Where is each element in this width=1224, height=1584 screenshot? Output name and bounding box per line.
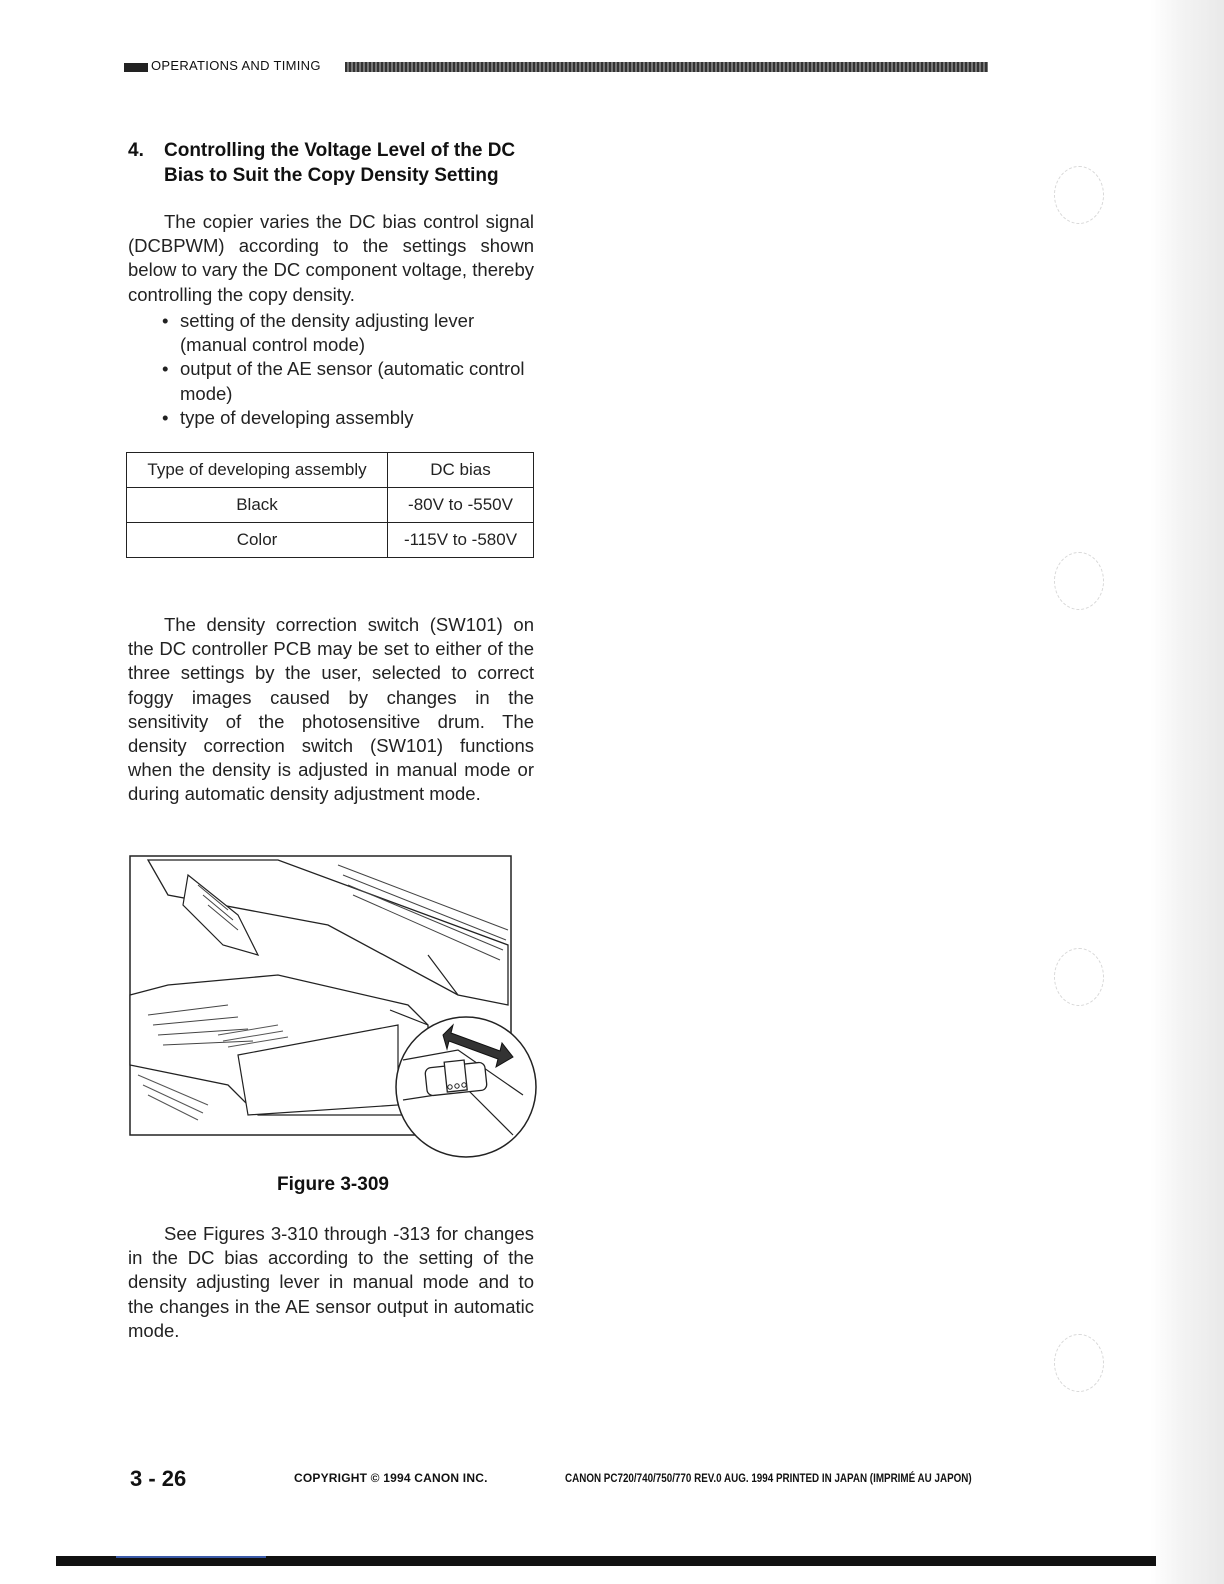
paragraph3-block: [128, 1222, 534, 1343]
paragraph2-block: [128, 613, 534, 807]
punch-hole: [1054, 948, 1104, 1006]
page-number: 3 - 26: [130, 1466, 187, 1491]
table-header-cell: DC bias: [388, 453, 534, 488]
table-row: [127, 488, 534, 523]
header-rule: [345, 62, 988, 72]
scan-edge-shading: [1150, 0, 1224, 1584]
list-item: • type of developing assembly: [162, 406, 534, 430]
table-cell: Black: [127, 488, 388, 523]
bullet-marker: •: [162, 310, 169, 331]
figure-illustration: [128, 855, 538, 1160]
list-item: • setting of the density adjusting lever (manual control mode): [162, 310, 475, 356]
section-title: Controlling the Voltage Level of the DC Bias to Suit the Copy Density Setting: [164, 140, 516, 186]
punch-hole: [1054, 552, 1104, 610]
table-cell: -115V to -580V: [388, 523, 534, 558]
paragraph-density-switch: The density correction switch (SW101) on the DC controller PCB may be set to either of the three settings by the user, selected to correct foggy images caused by changes in the sensitivity of the photosensitive drum. The density correction switch (SW101) functions when the density is adjusted in manual mode or during automatic density adjustment mode.: [128, 614, 534, 805]
copyright-notice: COPYRIGHT © 1994 CANON INC.: [294, 1471, 488, 1485]
header-title: OPERATIONS AND TIMING: [151, 58, 321, 73]
paragraph-see-figures: See Figures 3-310 through -313 for changes in the DC bias according to the setting of the density adjusting lever in manual mode and to the changes in the AE sensor output in automatic mode.: [128, 1223, 534, 1341]
intro-block: [128, 210, 534, 307]
bullet-marker: •: [162, 406, 169, 428]
table-cell: Color: [127, 523, 388, 558]
intro-paragraph: The copier varies the DC bias control signal (DCBPWM) according to the settings shown below to vary the DC component voltage, thereby controlling the copy density.: [128, 211, 534, 305]
table-cell: -80V to -550V: [388, 488, 534, 523]
running-header: [124, 60, 988, 74]
list-item: • output of the AE sensor (automatic control mode): [162, 358, 525, 404]
copier-illustration: [128, 855, 538, 1160]
punch-hole: [1054, 1334, 1104, 1392]
bottom-scan-accent: [116, 1556, 266, 1558]
bullet-list: [162, 309, 534, 430]
figure-caption: Figure 3-309: [277, 1174, 389, 1195]
dc-bias-table: [126, 452, 534, 558]
header-marker: [124, 63, 148, 72]
table-header-row: [127, 453, 534, 488]
punch-hole: [1054, 166, 1104, 224]
print-info: CANON PC720/740/750/770 REV.0 AUG. 1994 PRINTED IN JAPAN (IMPRIMÉ AU JAPON): [565, 1471, 972, 1485]
table-header-cell: Type of developing assembly: [127, 453, 388, 488]
section-heading: [128, 138, 534, 188]
table-row: [127, 523, 534, 558]
section-number: 4.: [128, 140, 144, 161]
bullet-marker: •: [162, 358, 169, 380]
